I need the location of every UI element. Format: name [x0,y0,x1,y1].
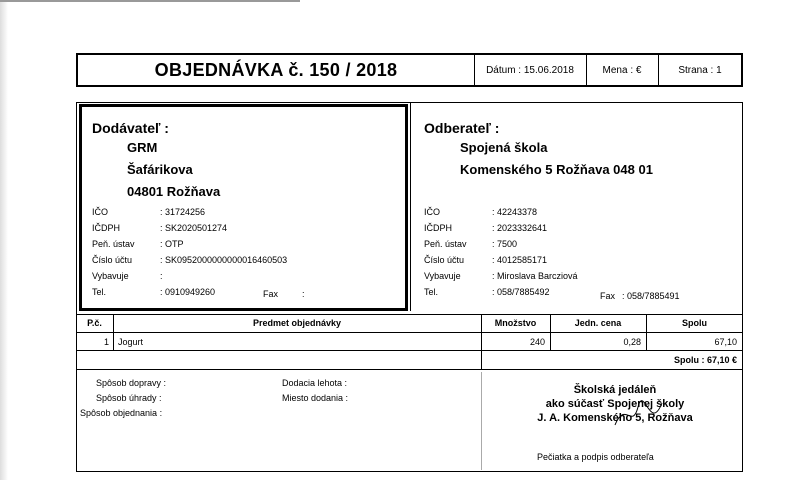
customer-field-label: IČO [424,207,441,217]
customer-field-value: : Miroslava Barcziová [492,271,578,281]
delivery-place: Miesto dodania : [282,393,349,403]
sign-label: Pečiatka a podpis odberateľa [537,452,654,462]
supplier-label: Dodávateľ : [92,120,169,136]
supplier-field-label: Tel. [92,287,107,297]
stamp-divider [481,372,482,470]
supplier-field-label: Číslo účtu [92,255,133,265]
supplier-field-value: : SK2020501274 [160,223,228,233]
row-price: 0,28 [623,337,641,347]
supplier-city: 04801 Rožňava [127,184,221,199]
supplier-field-value: : 0910949260 [160,287,216,297]
row-qty: 240 [529,337,545,347]
supplier-fax-label: Fax [263,289,279,299]
customer-field-value: : 7500 [492,239,518,249]
stamp-line-1: Školská jedáleň [573,384,657,396]
customer-field-label: Tel. [424,287,439,297]
customer-field-label: Peň. ústav [424,239,467,249]
order-date: Dátum : 15.06.2018 [486,64,574,76]
customer-field-label: Vybavuje [424,271,461,281]
col-header-no: P.č. [87,318,102,328]
customer-field-label: Číslo účtu [424,255,465,265]
supplier-field-label: Vybavuje [92,271,129,281]
customer-fax-label: Fax [600,291,616,301]
col-header-price: Jedn. cena [574,318,622,328]
customer-field-value: : 42243378 [492,207,538,217]
supplier-field-value: : 31724256 [160,207,206,217]
customer-label: Odberateľ : [424,120,500,136]
supplier-field-label: Peň. ústav [92,239,135,249]
col-header-total: Spolu [682,318,707,328]
currency: Mena : € [602,64,642,76]
table-bottom-line [76,369,743,370]
customer-fax-value: : 058/7885491 [622,291,680,301]
stamp-line-3: J. A. Komenského 5, Rožňava [537,412,693,424]
table-row-line [76,350,743,351]
order-title: OBJEDNÁVKA č. 150 / 2018 [154,59,398,80]
delivery-deadline: Dodacia lehota : [282,378,348,388]
row-total: 67,10 [714,337,737,347]
col-header-item: Predmet objednávky [252,318,342,328]
supplier-name: GRM [127,140,158,155]
customer-field-value: : 058/7885492 [492,287,550,297]
customer-field-label: IČDPH [424,223,453,233]
customer-field-value: : 4012585171 [492,255,548,265]
row-no: 1 [103,337,109,347]
payment-method: Spôsob úhrady : [96,393,162,403]
supplier-field-value: : [160,271,163,281]
supplier-fax-value: : [302,289,305,299]
row-item: Jogurt [118,337,144,347]
page-number: Strana : 1 [678,64,722,76]
scan-top-edge [0,0,300,2]
customer-name: Spojená škola [460,140,548,155]
table-header-line [76,332,743,333]
ordering-method: Spôsob objednania : [80,408,163,418]
divider [410,103,411,311]
stamp-line-2: ako súčasť Spojenej školy [545,398,685,410]
supplier-street: Šafárikova [127,162,193,177]
customer-field-value: : 2023332641 [492,223,548,233]
delivery-method: Spôsob dopravy : [96,378,167,388]
order-sum: Spolu : 67,10 € [673,355,737,365]
supplier-field-value: : SK0952000000000016460503 [160,255,288,265]
col-header-qty: Množstvo [494,318,537,328]
supplier-field-label: IČO [92,207,109,217]
table-top-line [76,314,743,315]
signature-icon [610,395,670,435]
customer-address: Komenského 5 Rožňava 048 01 [460,162,653,177]
scan-edge [0,0,8,480]
supplier-field-value: : OTP [160,239,184,249]
supplier-field-label: IČDPH [92,223,121,233]
